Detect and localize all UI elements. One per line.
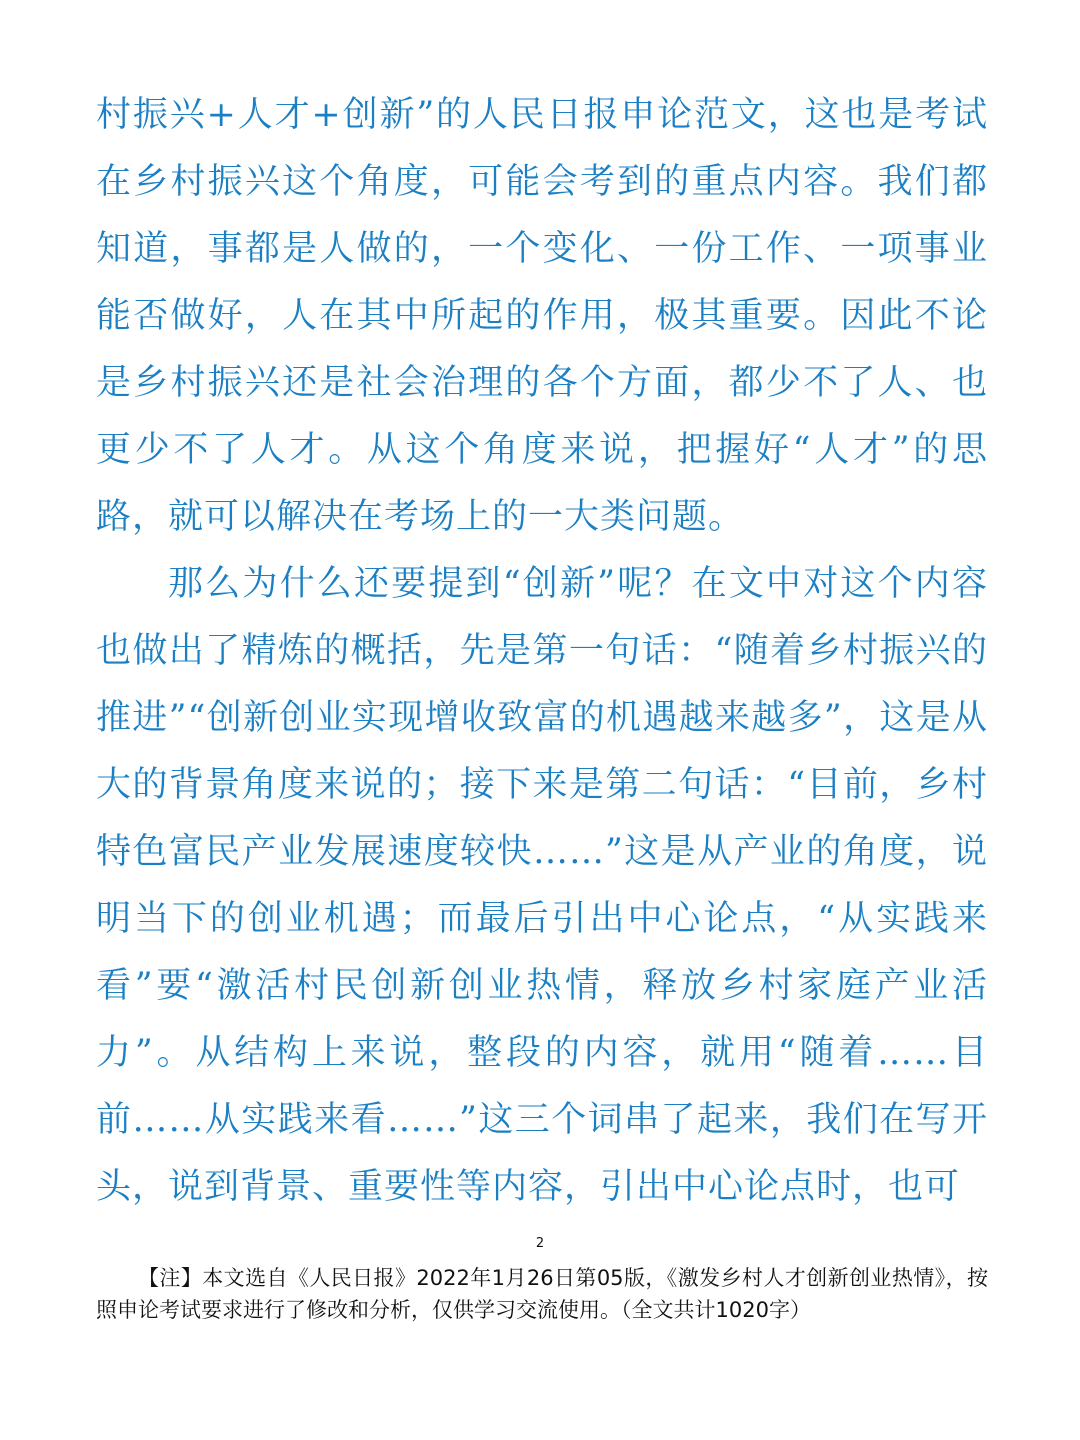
article-body — [96, 82, 988, 1221]
page-number: 2 — [535, 1236, 545, 1251]
paragraph-1: 村振兴+人才+创新”的人民日报申论范文，这也是考试在乡村振兴这个角度，可能会考到的重点内容。我们都知道，事都是人做的，一个变化、一份工作、一项事业能否做好，人在其中所起的作用，极其重要。因此不论是乡村振兴还是社会治理的各个方面，都少不了人、也更少不了人才。从这个角度来说，把握好“人才”的思路，就可以解决在考场上的一大类问题。 — [96, 95, 988, 537]
paragraph-2: 那么为什么还要提到“创新”呢？在文中对这个内容也做出了精炼的概括，先是第一句话：“随着乡村振兴的推进”“创新创业实现增收致富的机遇越来越多”，这是从大的背景角度来说的；接下来是第二句话：“目前，乡村特色富民产业发展速度较快……”这是从产业的角度，说明当下的创业机遇；而最后引出中心论点，“从实践来看”要“激活村民创新创业热情，释放乡村家庭产业活力”。从结构上来说，整段的内容，就用“随着……目前……从实践来看……”这三个词串了起来，我们在写开头，说到背景、重要性等内容，引出中心论点时，也可 — [96, 564, 988, 1207]
footnote: 【注】本文选自《人民日报》2022年1月26日第05版，《激发乡村人才创新创业热情》，按照申论考试要求进行了修改和分析，仅供学习交流使用。（全文共计1020字） — [96, 1266, 988, 1322]
